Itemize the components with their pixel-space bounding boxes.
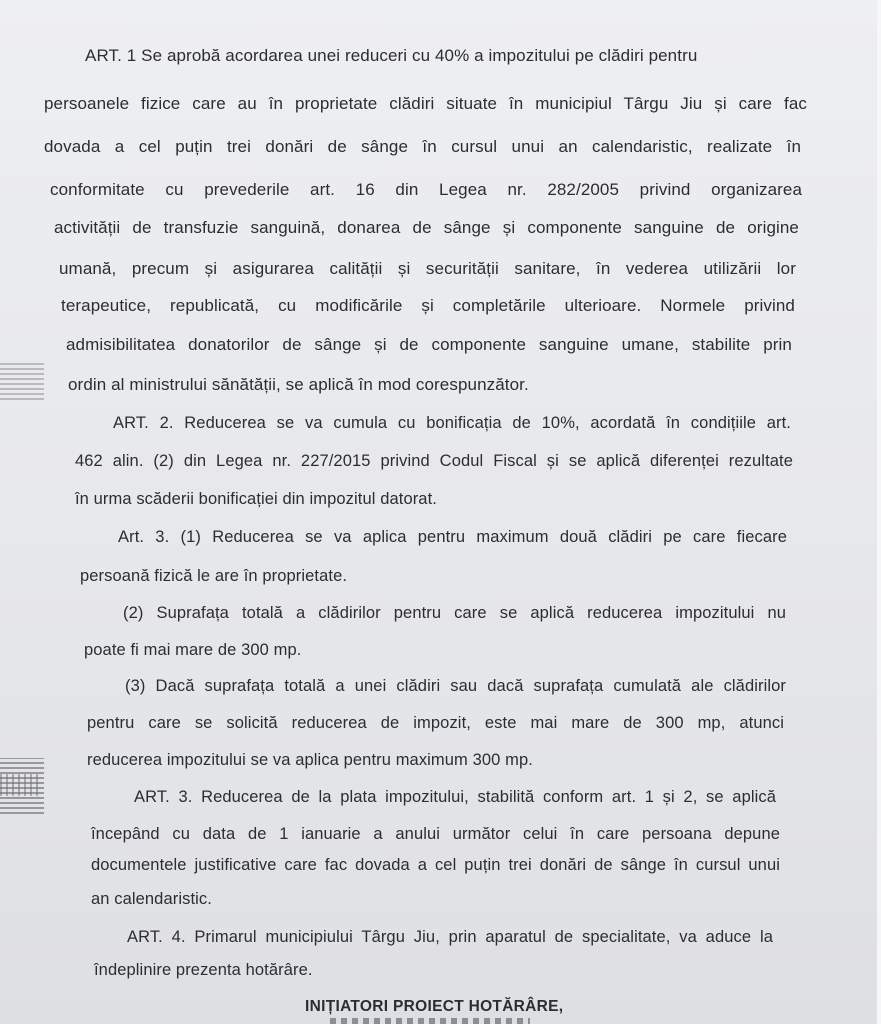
art1-line-5: activității de transfuzie sanguină, donarea de sânge și componente sanguine de origine bbox=[54, 218, 799, 237]
page-edge bbox=[877, 0, 881, 1024]
art3-p1-line-2: persoană fizică le are în proprietate. bbox=[80, 567, 348, 585]
punch-hole-texture bbox=[0, 774, 40, 796]
art1-line-3: dovada a cel puțin trei donări de sânge în cursul unui an calendaristic, realizate în bbox=[44, 137, 801, 156]
art4-line-1: ART. 4. Primarul municipiului Târgu Jiu, prin aparatul de specialitate, va aduce la bbox=[127, 928, 773, 946]
art1-line-9: ordin al ministrului sănătății, se aplică în mod corespunzător. bbox=[68, 375, 529, 394]
art1-line-6: umană, precum și asigurarea calității și securității sanitare, în vederea utilizării lor bbox=[59, 259, 796, 278]
art1-line-8: admisibilitatea donatorilor de sânge și de componente sanguine umane, stabilite prin bbox=[66, 335, 792, 354]
art3-p1-line-1: Art. 3. (1) Reducerea se va aplica pentru maximum două clădiri pe care fiecare bbox=[118, 528, 787, 546]
art3-p2-line-1: (2) Suprafața totală a clădirilor pentru care se aplică reducerea impozitului nu bbox=[123, 604, 786, 622]
art3-p2-line-2: poate fi mai mare de 300 mp. bbox=[84, 641, 302, 659]
art2-line-3: în urma scăderii bonificației din impozitul datorat. bbox=[75, 490, 437, 508]
art1-line-4: conformitate cu prevederile art. 16 din Legea nr. 282/2005 privind organizarea bbox=[50, 180, 802, 199]
art2-line-2: 462 alin. (2) din Legea nr. 227/2015 privind Codul Fiscal și se aplică diferenței rezultate bbox=[75, 452, 793, 470]
cut-off-text-fragment bbox=[330, 1018, 530, 1024]
art3-p3-line-1: (3) Dacă suprafața totală a unei clădiri sau dacă suprafața cumulată ale clădirilor bbox=[125, 677, 786, 695]
art1-line-7: terapeutice, republicată, cu modificările și completările ulterioare. Normele privind bbox=[61, 296, 795, 315]
art3-p3-line-3: reducerea impozitului se va aplica pentru maximum 300 mp. bbox=[87, 751, 533, 769]
art3b-line-1: ART. 3. Reducerea de la plata impozitului, stabilită conform art. 1 și 2, se aplică bbox=[134, 788, 776, 806]
art2-line-1: ART. 2. Reducerea se va cumula cu bonificația de 10%, acordată în condițiile art. bbox=[113, 414, 791, 432]
art1-line-2: persoanele fizice care au în proprietate clădiri situate în municipiul Târgu Jiu și care fac bbox=[44, 94, 807, 113]
art3b-line-3: documentele justificative care fac dovada a cel puțin trei donări de sânge în cursul unui bbox=[91, 856, 780, 874]
initiators-heading: INIȚIATORI PROIECT HOTĂRÂRE, bbox=[305, 998, 564, 1015]
art3-p3-line-2: pentru care se solicită reducerea de impozit, este mai mare de 300 mp, atunci bbox=[87, 714, 784, 732]
art3b-line-2: începând cu data de 1 ianuarie a anului următor celui în care persoana depune bbox=[91, 825, 780, 843]
art4-line-2: îndeplinire prezenta hotărâre. bbox=[94, 961, 313, 979]
art3b-line-4: an calendaristic. bbox=[91, 890, 212, 908]
punch-hole-mark-top bbox=[0, 360, 44, 400]
art1-line-1: ART. 1 Se aprobă acordarea unei reduceri cu 40% a impozitului pe clădiri pentru bbox=[85, 46, 698, 65]
